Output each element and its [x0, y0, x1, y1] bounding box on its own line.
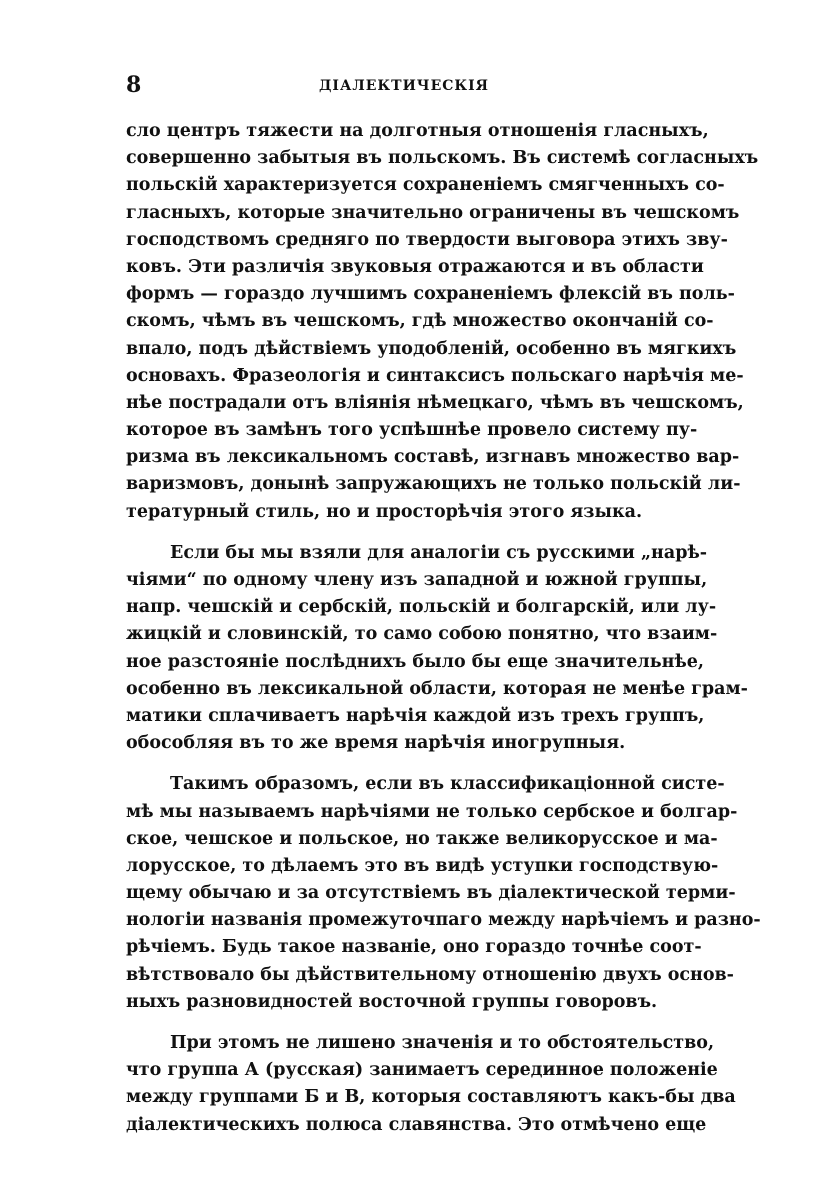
text-line: совершенно забытыя въ польскомъ. Въ системѣ согласныхъ — [126, 148, 759, 169]
text-line: польскій характеризуется сохраненіемъ смягченныхъ со- — [126, 175, 725, 196]
text-line: скомъ, чѣмъ въ чешскомъ, гдѣ множество окончаній со- — [126, 311, 714, 332]
text-line: рѣчіемъ. Будь такое названіе, оно гораздо точнѣе соот- — [126, 937, 702, 958]
text-line: формъ — гораздо лучшимъ сохраненіемъ флексій въ поль- — [126, 284, 735, 305]
text-line: сло центръ тяжести на долготныя отношенія гласныхъ, — [126, 121, 709, 141]
text-line: ризма въ лексикальномъ составѣ, изгнавъ множество вар- — [126, 447, 740, 468]
text-line: матики сплачиваетъ нарѣчія каждой изъ трехъ группъ, — [126, 705, 705, 726]
text-line: впало, подъ дѣйствіемъ уподобленій, особенно въ мягкихъ — [126, 338, 737, 359]
text-line: вѣтствовало бы дѣйствительному отношенію двухъ основ- — [126, 964, 734, 985]
page-header — [126, 72, 682, 102]
text-line: между группами Б и В, которыя составляютъ какъ-бы два — [126, 1087, 736, 1108]
text-line: ское, чешское и польское, но также великорусское и ма- — [126, 828, 718, 849]
page-number: 8 — [126, 72, 142, 98]
text-line: тературный стиль, но и просторѣчія этого языка. — [126, 501, 643, 522]
text-line: особенно въ лексикальной области, которая не менѣе грам- — [126, 678, 748, 699]
text-line: щему обычаю и за отсутствіемъ въ діалектической терми- — [126, 883, 736, 904]
text-line: что группа А (русская) занимаетъ серединное положеніе — [126, 1060, 718, 1081]
running-title: ДІАЛЕКТИЧЕСКІЯ — [318, 78, 490, 94]
body-text — [126, 118, 761, 1153]
text-line: варизмовъ, донынѣ запружающихъ не только польскій ли- — [126, 474, 741, 495]
text-line: напр. чешскій и сербскій, польскій и болгарскій, или лу- — [126, 597, 717, 618]
text-line: основахъ. Фразеологія и синтаксисъ польскаго нарѣчія ме- — [126, 365, 744, 386]
paragraph-3 — [126, 771, 761, 1016]
text-line: лорусское, то дѣлаемъ это въ видѣ уступки господствую- — [126, 855, 719, 876]
text-line: Такимъ образомъ, если въ классификаціонной систе- — [170, 774, 725, 795]
text-line: гласныхъ, которые значительно ограничены въ чешскомъ — [126, 202, 740, 223]
paragraph-1 — [126, 118, 759, 526]
text-line: нологіи названія промежуточпаго между нарѣчіемъ и разно- — [126, 910, 761, 931]
text-line: діалектическихъ полюса славянства. Это отмѣчено еще — [126, 1114, 707, 1135]
text-line: чіями“ по одному члену изъ западной и южной группы, — [126, 570, 708, 590]
text-line: ныхъ разновидностей восточной группы говоровъ. — [126, 991, 658, 1012]
text-line: обособляя въ то же время нарѣчія иногрупныя. — [126, 733, 626, 754]
text-line: господствомъ средняго по твердости выговора этихъ зву- — [126, 229, 728, 250]
text-line: нѣе пострадали отъ вліянія нѣмецкаго, чѣмъ въ чешскомъ, — [126, 392, 744, 413]
paragraph-4 — [126, 1030, 736, 1139]
text-line: которое въ замѣнъ того успѣшнѣе провело систему пу- — [126, 420, 698, 441]
text-line: Если бы мы взяли для аналогіи съ русскими „нарѣ- — [170, 542, 708, 563]
paragraph-2 — [126, 540, 748, 758]
text-line: жицкій и словинскій, то само собою понятно, что взаим- — [126, 624, 718, 645]
text-line: ное разстояніе послѣднихъ было бы еще значительнѣе, — [126, 651, 704, 672]
text-line: мѣ мы называемъ нарѣчіями не только сербское и болгар- — [126, 801, 738, 822]
text-line: При этомъ не лишено значенія и то обстоятельство, — [170, 1033, 715, 1053]
text-line: ковъ. Эти различія звуковыя отражаются и въ области — [126, 256, 704, 277]
